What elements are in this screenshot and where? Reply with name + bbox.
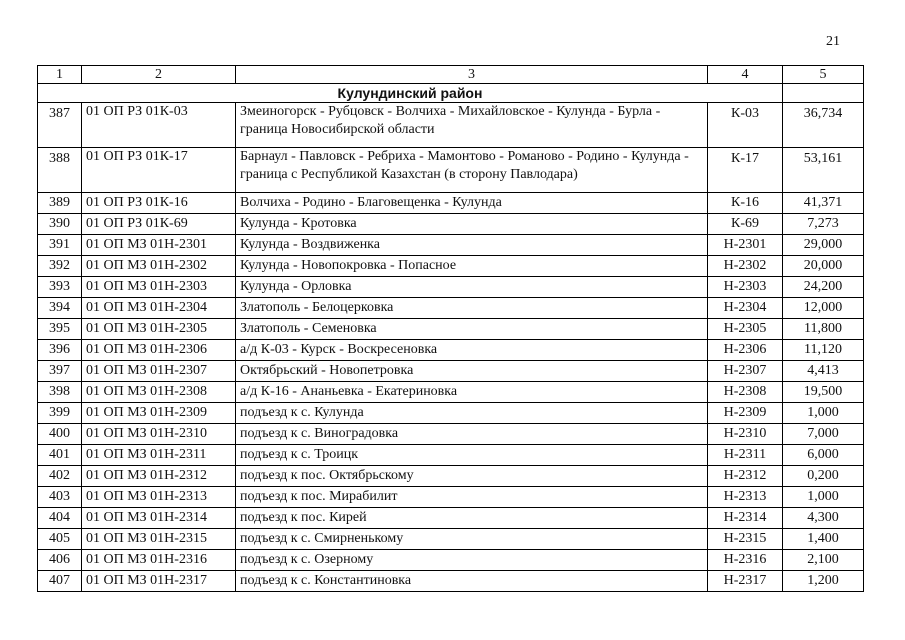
- road-length: 11,800: [783, 319, 864, 340]
- row-number: 393: [38, 277, 82, 298]
- road-code: 01 ОП МЗ 01Н-2314: [82, 508, 236, 529]
- road-name: Кулунда - Новопокровка - Попасное: [236, 256, 708, 277]
- road-name: а/д К-03 - Курск - Воскресеновка: [236, 340, 708, 361]
- road-length: 1,000: [783, 487, 864, 508]
- road-length: 1,400: [783, 529, 864, 550]
- row-number: 398: [38, 382, 82, 403]
- district-name: Кулундинский район: [38, 84, 783, 103]
- road-name: Кулунда - Орловка: [236, 277, 708, 298]
- row-number: 396: [38, 340, 82, 361]
- road-name: подъезд к пос. Октябрьскому: [236, 466, 708, 487]
- road-length: 11,120: [783, 340, 864, 361]
- road-length: 41,371: [783, 193, 864, 214]
- table-row: [38, 403, 864, 424]
- road-length: 2,100: [783, 550, 864, 571]
- road-name: подъезд к с. Виноградовка: [236, 424, 708, 445]
- table-row: [38, 340, 864, 361]
- road-code: 01 ОП МЗ 01Н-2308: [82, 382, 236, 403]
- road-index: Н-2301: [708, 235, 783, 256]
- road-name: Октябрьский - Новопетровка: [236, 361, 708, 382]
- road-index: Н-2312: [708, 466, 783, 487]
- row-number: 387: [38, 103, 82, 148]
- road-name: Кулунда - Кротовка: [236, 214, 708, 235]
- table-row: [38, 256, 864, 277]
- road-name: подъезд к пос. Кирей: [236, 508, 708, 529]
- header-cell-3: 3: [236, 66, 708, 84]
- road-code: 01 ОП МЗ 01Н-2303: [82, 277, 236, 298]
- table-row: [38, 508, 864, 529]
- road-name: Барнаул - Павловск - Ребриха - Мамонтово - Романово - Родино - Кулунда - граница с Республикой Казахстан (в сторону Павлодара): [236, 148, 708, 193]
- road-length: 12,000: [783, 298, 864, 319]
- road-code: 01 ОП МЗ 01Н-2302: [82, 256, 236, 277]
- table-row: [38, 529, 864, 550]
- road-index: Н-2307: [708, 361, 783, 382]
- table-row: [38, 487, 864, 508]
- road-index: Н-2313: [708, 487, 783, 508]
- road-index: Н-2305: [708, 319, 783, 340]
- road-name: подъезд к пос. Мирабилит: [236, 487, 708, 508]
- road-index: Н-2306: [708, 340, 783, 361]
- table-row: [38, 148, 864, 193]
- page-number: 21: [826, 34, 840, 49]
- road-code: 01 ОП МЗ 01Н-2307: [82, 361, 236, 382]
- road-index: Н-2314: [708, 508, 783, 529]
- row-number: 401: [38, 445, 82, 466]
- road-length: 6,000: [783, 445, 864, 466]
- road-name: Кулунда - Воздвиженка: [236, 235, 708, 256]
- row-number: 404: [38, 508, 82, 529]
- table-row: [38, 319, 864, 340]
- road-code: 01 ОП МЗ 01Н-2306: [82, 340, 236, 361]
- road-code: 01 ОП РЗ 01К-16: [82, 193, 236, 214]
- road-length: 7,000: [783, 424, 864, 445]
- road-length: 0,200: [783, 466, 864, 487]
- row-number: 390: [38, 214, 82, 235]
- table-row: [38, 103, 864, 148]
- road-name: подъезд к с. Троицк: [236, 445, 708, 466]
- row-number: 394: [38, 298, 82, 319]
- row-number: 392: [38, 256, 82, 277]
- road-index: Н-2317: [708, 571, 783, 592]
- road-length: 4,300: [783, 508, 864, 529]
- table-row: [38, 193, 864, 214]
- table-row: [38, 445, 864, 466]
- road-length: 7,273: [783, 214, 864, 235]
- road-code: 01 ОП МЗ 01Н-2309: [82, 403, 236, 424]
- road-index: Н-2310: [708, 424, 783, 445]
- road-code: 01 ОП МЗ 01Н-2311: [82, 445, 236, 466]
- road-length: 1,200: [783, 571, 864, 592]
- table-row: [38, 214, 864, 235]
- road-index: К-16: [708, 193, 783, 214]
- road-index: Н-2304: [708, 298, 783, 319]
- road-index: К-69: [708, 214, 783, 235]
- road-name: Волчиха - Родино - Благовещенка - Кулунда: [236, 193, 708, 214]
- road-code: 01 ОП РЗ 01К-03: [82, 103, 236, 148]
- row-number: 405: [38, 529, 82, 550]
- road-length: 4,413: [783, 361, 864, 382]
- table-row: [38, 571, 864, 592]
- table-row: [38, 550, 864, 571]
- header-cell-2: 2: [82, 66, 236, 84]
- road-name: подъезд к с. Смирненькому: [236, 529, 708, 550]
- road-length: 24,200: [783, 277, 864, 298]
- road-length: 1,000: [783, 403, 864, 424]
- row-number: 403: [38, 487, 82, 508]
- road-name: Змеиногорск - Рубцовск - Волчиха - Михайловское - Кулунда - Бурла - граница Новосибирской области: [236, 103, 708, 148]
- row-number: 399: [38, 403, 82, 424]
- road-index: Н-2303: [708, 277, 783, 298]
- row-number: 388: [38, 148, 82, 193]
- road-index: К-03: [708, 103, 783, 148]
- row-number: 397: [38, 361, 82, 382]
- road-length: 36,734: [783, 103, 864, 148]
- table-row: [38, 277, 864, 298]
- table-row: [38, 361, 864, 382]
- road-code: 01 ОП МЗ 01Н-2313: [82, 487, 236, 508]
- road-name: Златополь - Белоцерковка: [236, 298, 708, 319]
- road-length: 53,161: [783, 148, 864, 193]
- road-code: 01 ОП МЗ 01Н-2304: [82, 298, 236, 319]
- road-name: подъезд к с. Кулунда: [236, 403, 708, 424]
- road-name: подъезд к с. Озерному: [236, 550, 708, 571]
- road-name: Златополь - Семеновка: [236, 319, 708, 340]
- road-length: 29,000: [783, 235, 864, 256]
- road-code: 01 ОП МЗ 01Н-2310: [82, 424, 236, 445]
- road-code: 01 ОП МЗ 01Н-2301: [82, 235, 236, 256]
- table-row: [38, 298, 864, 319]
- table-row: [38, 424, 864, 445]
- road-name: а/д К-16 - Ананьевка - Екатериновка: [236, 382, 708, 403]
- row-number: 395: [38, 319, 82, 340]
- row-number: 402: [38, 466, 82, 487]
- table-row: [38, 235, 864, 256]
- road-index: Н-2311: [708, 445, 783, 466]
- row-number: 389: [38, 193, 82, 214]
- row-number: 391: [38, 235, 82, 256]
- road-index: Н-2309: [708, 403, 783, 424]
- header-cell-1: 1: [38, 66, 82, 84]
- header-row: [38, 66, 864, 84]
- district-row: [38, 84, 864, 103]
- road-code: 01 ОП МЗ 01Н-2315: [82, 529, 236, 550]
- road-name: подъезд к с. Константиновка: [236, 571, 708, 592]
- table-row: [38, 466, 864, 487]
- row-number: 407: [38, 571, 82, 592]
- road-code: 01 ОП МЗ 01Н-2316: [82, 550, 236, 571]
- road-code: 01 ОП МЗ 01Н-2305: [82, 319, 236, 340]
- road-length: 19,500: [783, 382, 864, 403]
- road-index: К-17: [708, 148, 783, 193]
- table-row: [38, 382, 864, 403]
- road-index: Н-2302: [708, 256, 783, 277]
- road-code: 01 ОП МЗ 01Н-2317: [82, 571, 236, 592]
- row-number: 406: [38, 550, 82, 571]
- row-number: 400: [38, 424, 82, 445]
- road-index: Н-2308: [708, 382, 783, 403]
- road-index: Н-2315: [708, 529, 783, 550]
- district-empty-cell: [783, 84, 864, 103]
- header-cell-4: 4: [708, 66, 783, 84]
- road-length: 20,000: [783, 256, 864, 277]
- road-code: 01 ОП МЗ 01Н-2312: [82, 466, 236, 487]
- header-cell-5: 5: [783, 66, 864, 84]
- road-index: Н-2316: [708, 550, 783, 571]
- road-code: 01 ОП РЗ 01К-69: [82, 214, 236, 235]
- road-code: 01 ОП РЗ 01К-17: [82, 148, 236, 193]
- roads-table: [37, 65, 864, 592]
